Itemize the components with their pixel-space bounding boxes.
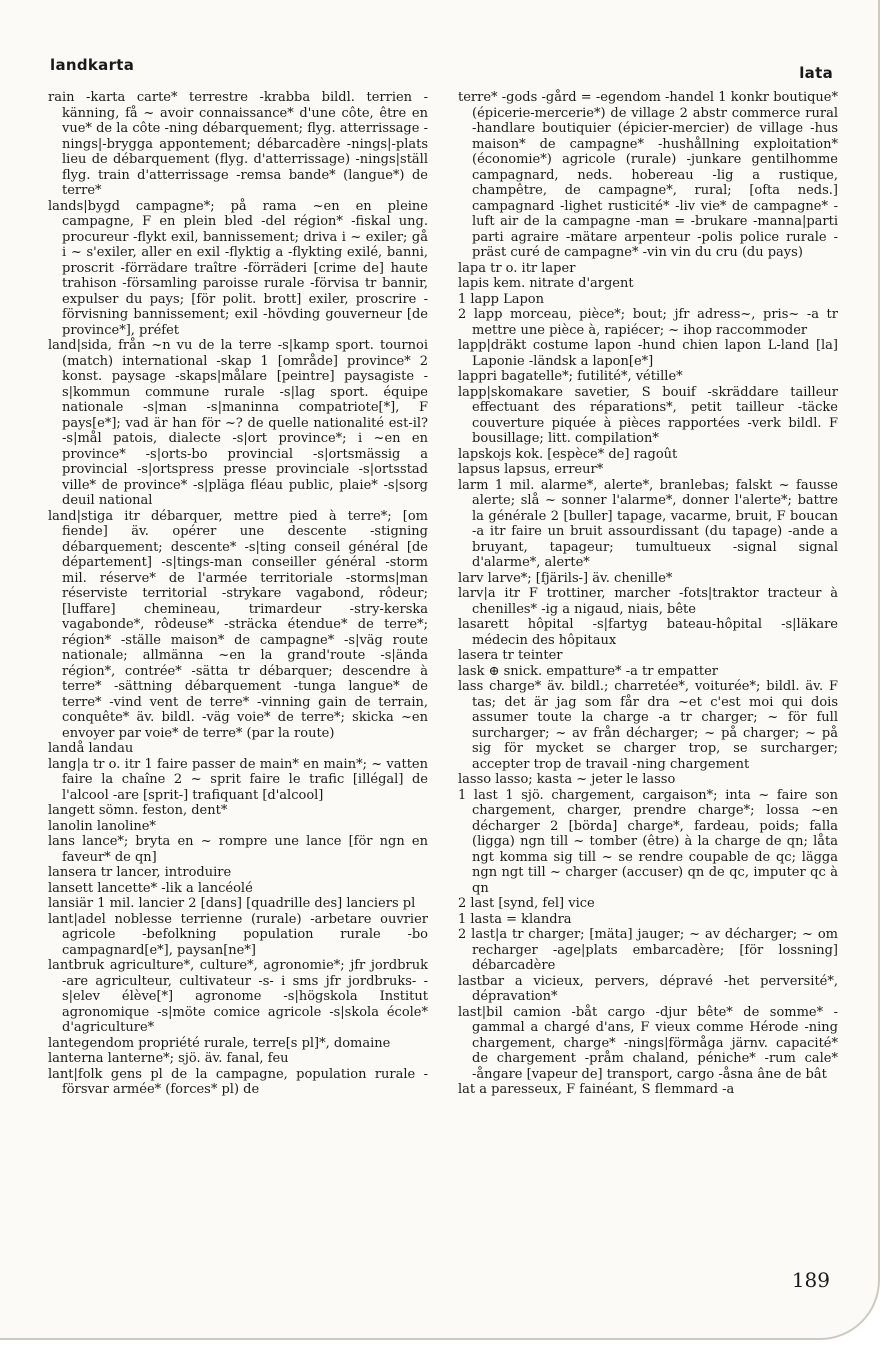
dictionary-entry: larv larve*; [fjärils-] äv. chenille* — [458, 570, 673, 586]
dictionary-entry: lass charge* äv. bildl.; charretée*, voiturée*; bildl. äv. F tas; det är jag som får dra ~et c'est moi qui dois assumer toute la charge -a tr charger; ~ för full surcharger; ~ av från décharger; ~ på charger; ~ på sig för mycket se charger trop, se surcharger; accepter trop de travail -ning chargement — [458, 679, 838, 772]
dictionary-entry: lappri bagatelle*; futilité*, vétille* — [458, 369, 683, 384]
dictionary-entry: terre* -gods -gård = -egendom -handel 1 konkr boutique* (épicerie-mercerie*) de village 2 abstr commerce rural -handlare boutiquier (épicier-mercier) de village -hus maison* de campagne* -hushållning exploitation* (économie*) agricole (rurale) -junkare gentilhomme campagnard, neds. hobereau -lig a rustique, champêtre, de campagne*, rural; [ofta neds.] campagnard -lighet rusticité* -liv vie* de campagne* -luft air de la campagne -man = -brukare -manna|parti parti agraire -mätare arpenteur -polis police rurale -präst curé de campagne* -vin vin du cru (du pays) — [458, 90, 838, 260]
dictionary-entry: lanolin lanoline* — [48, 818, 156, 834]
dictionary-entry: lans lance*; bryta en ~ rompre une lance [för ngn en faveur* de qn] — [48, 834, 428, 865]
dictionary-entry: rain -karta carte* terrestre -krabba bildl. terrien -känning, få ~ avoir connaissance* d'une côte, être en vue* de la côte -ning débarquement; flyg. atterrissage -nings|-brygga appontement; débarcadère -nings|-plats lieu de débarquement (flyg. d'atterrissage) -nings|ställ flyg. train d'atterrissage -remsa bande* (langue*) de terre* — [48, 90, 428, 198]
dictionary-entry: lant|adel noblesse terrienne (rurale) -arbetare ouvrier agricole -befolkning population rurale -bo campagnard[e*], paysan[ne*] — [48, 911, 428, 958]
dictionary-entry: last|bil camion -båt cargo -djur bête* de somme* -gammal a chargé d'ans, F vieux comme Hérode -ning chargement, charge* -nings|förmåga järnv. capacité* de chargement -pråm chaland, péniche* -rum cale* -ångare [vapeur de] transport, cargo -åsna âne de bât — [458, 1004, 838, 1082]
dictionary-entry: lapskojs kok. [espèce* de] ragoût — [458, 446, 678, 462]
dictionary-entry: larm 1 mil. alarme*, alerte*, branlebas; falskt ~ fausse alerte; slå ~ sonner l'alarme*, donner l'alerte*; battre la générale 2 [buller] tapage, vacarme, bruit, F boucan -a itr faire un bruit assourdissant (du tapage) -ande a bruyant, tapageur; tumultueux -signal signal d'alarme*, alerte* — [458, 477, 838, 570]
dictionary-entry: lasera tr teinter — [458, 648, 563, 663]
dictionary-entry: land|stiga itr débarquer, mettre pied à terre*; [om fiende] äv. opérer une descente -stigning débarquement; descente* -s|ting conseil général [de département] -s|tings-man conseiller général -storm mil. réserve* de l'armée territoriale -storms|man réserviste territorial -strykare vagabond, rôdeur; [luffare] chemineau, trimardeur -stry-kerska vagabonde*, rôdeuse* -sträcka étendue* de terre*; région* -ställe maison* de campagne* -s|väg route nationale; allmänna ~en la grand'route -s|ända région*, contrée* -sätta tr débarquer; descendre à terre* -sättning débarquement -tunga langue* de terre* -vind vent de terre* -vinning gain de terrain, conquête* äv. bildl. -väg voie* de terre*; skicka ~en envoyer par voie* de terre* (par la route) — [48, 508, 428, 741]
dictionary-entry: 2 lapp morceau, pièce*; bout; jfr adress~, pris~ -a tr mettre une pièce à, rapiécer; ~ ihop raccommoder — [458, 307, 838, 338]
guide-word-right: lata — [799, 64, 833, 82]
dictionary-entry: 1 last 1 sjö. chargement, cargaison*; inta ~ faire son chargement, charger, prendre charge*; lossa ~en décharger 2 [börda] charge*, fardeau, poids; falla (ligga) ngn till ~ tomber (être) à la charge de qn; låta ngt komma sig till ~ se rendre coupable de qc; lägga ngn ngt till ~ charger (accuser) qn de qc, imputer qc à qn — [458, 787, 838, 896]
left-column — [48, 90, 428, 1098]
dictionary-entry: lasso lasso; kasta ~ jeter le lasso — [458, 772, 676, 787]
dictionary-entry: lapa tr o. itr laper — [458, 260, 576, 276]
dictionary-entry: lapp|skomakare savetier, S bouif -skräddare tailleur effectuant des réparations*, petit tailleur -täcke couverture piquée à pièces rapportées -verk bildl. F bousillage; litt. compilation* — [458, 384, 838, 446]
dictionary-entry: lansett lancette* -lik a lancéolé — [48, 880, 253, 896]
dictionary-entry: lansiär 1 mil. lancier 2 [dans] [quadrille des] lanciers pl — [48, 896, 416, 911]
dictionary-entry: larv|a itr F trottiner, marcher -fots|traktor tracteur à chenilles* -ig a nigaud, niais, bête — [458, 586, 838, 617]
dictionary-entry: lapsus lapsus, erreur* — [458, 462, 604, 477]
dictionary-entry: 1 lasta = klandra — [458, 911, 572, 927]
dictionary-entry: lanterna lanterne*; sjö. äv. fanal, feu — [48, 1051, 289, 1066]
dictionary-entry: lang|a tr o. itr 1 faire passer de main* en main*; ~ vatten faire la chaîne 2 ~ sprit faire le trafic [illégal] de l'alcool -are [sprit-] trafiquant [d'alcool] — [48, 756, 428, 803]
dictionary-entry: lansera tr lancer, introduire — [48, 865, 232, 880]
dictionary-entry: lapis kem. nitrate d'argent — [458, 276, 634, 291]
dictionary-entry: lands|bygd campagne*; på rama ~en en pleine campagne, F en plein bled -del région* -fiskal ung. procureur -flykt exil, bannissement; driva i ~ exiler; gå i ~ s'exiler, aller en exil -flyktig a -flykting exilé, banni, proscrit -förrädare traître -förräderi [crime de] haute trahison -församling paroisse rurale -förvisa tr bannir, expulser du pays; [för polit. brott] exiler, proscrire -förvisning bannissement; exil -hövding gouverneur [de province*], préfet — [48, 198, 428, 338]
page-number: 189 — [791, 1268, 830, 1292]
dictionary-entry: lantegendom propriété rurale, terre[s pl]*, domaine — [48, 1035, 391, 1051]
dictionary-entry: lask ⊕ snick. empatture* -a tr empatter — [458, 663, 718, 679]
right-column — [458, 90, 838, 1098]
dictionary-entry: 1 lapp Lapon — [458, 291, 544, 307]
dictionary-entry: lapp|dräkt costume lapon -hund chien lapon L-land [la] Laponie -ländsk a lapon[e*] — [458, 338, 838, 369]
dictionary-entry: langett sömn. feston, dent* — [48, 803, 228, 818]
dictionary-entry: 2 last [synd, fel] vice — [458, 896, 595, 911]
guide-word-left: landkarta — [50, 56, 135, 74]
dictionary-entry: lastbar a vicieux, pervers, dépravé -het perversité*, dépravation* — [458, 973, 838, 1004]
dictionary-entry: lant|folk gens pl de la campagne, population rurale -försvar armée* (forces* pl) de — [48, 1066, 428, 1097]
dictionary-entry: landå landau — [48, 741, 134, 756]
dictionary-entry: lat a paresseux, F fainéant, S flemmard -a — [458, 1082, 735, 1097]
dictionary-entry: lantbruk agriculture*, culture*, agronomie*; jfr jordbruk -are agriculteur, cultivateur -s- i sms jfr jordbruks- -s|elev élève[*] agronome -s|högskola Institut agronomique -s|möte comice agricole -s|skola école* d'agriculture* — [48, 958, 428, 1035]
dictionary-entry: lasarett hôpital -s|fartyg bateau-hôpital -s|läkare médecin des hôpitaux — [458, 617, 838, 648]
dictionary-entry: land|sida, från ~n vu de la terre -s|kamp sport. tournoi (match) international -skap 1 [område] province* 2 konst. paysage -skaps|målare [peintre] paysagiste -s|kommun commune rurale -s|lag sport. équipe nationale -s|man -s|maninna compatriote[*], F pays[e*]; vad är han för ~? de quelle nationalité est-il? -s|mål patois, dialecte -s|ort province*; i ~en en province* -s|orts-bo provincial -s|ortsmässig a provincial -s|ortspress presse provinciale -s|ortsstad ville* de province* -s|pläga fléau public, plaie* -s|sorg deuil national — [48, 338, 428, 508]
dictionary-entry: 2 last|a tr charger; [mäta] jauger; ~ av décharger; ~ om recharger -age|plats embarcadère; [för lossning] débarcadère — [458, 927, 838, 973]
